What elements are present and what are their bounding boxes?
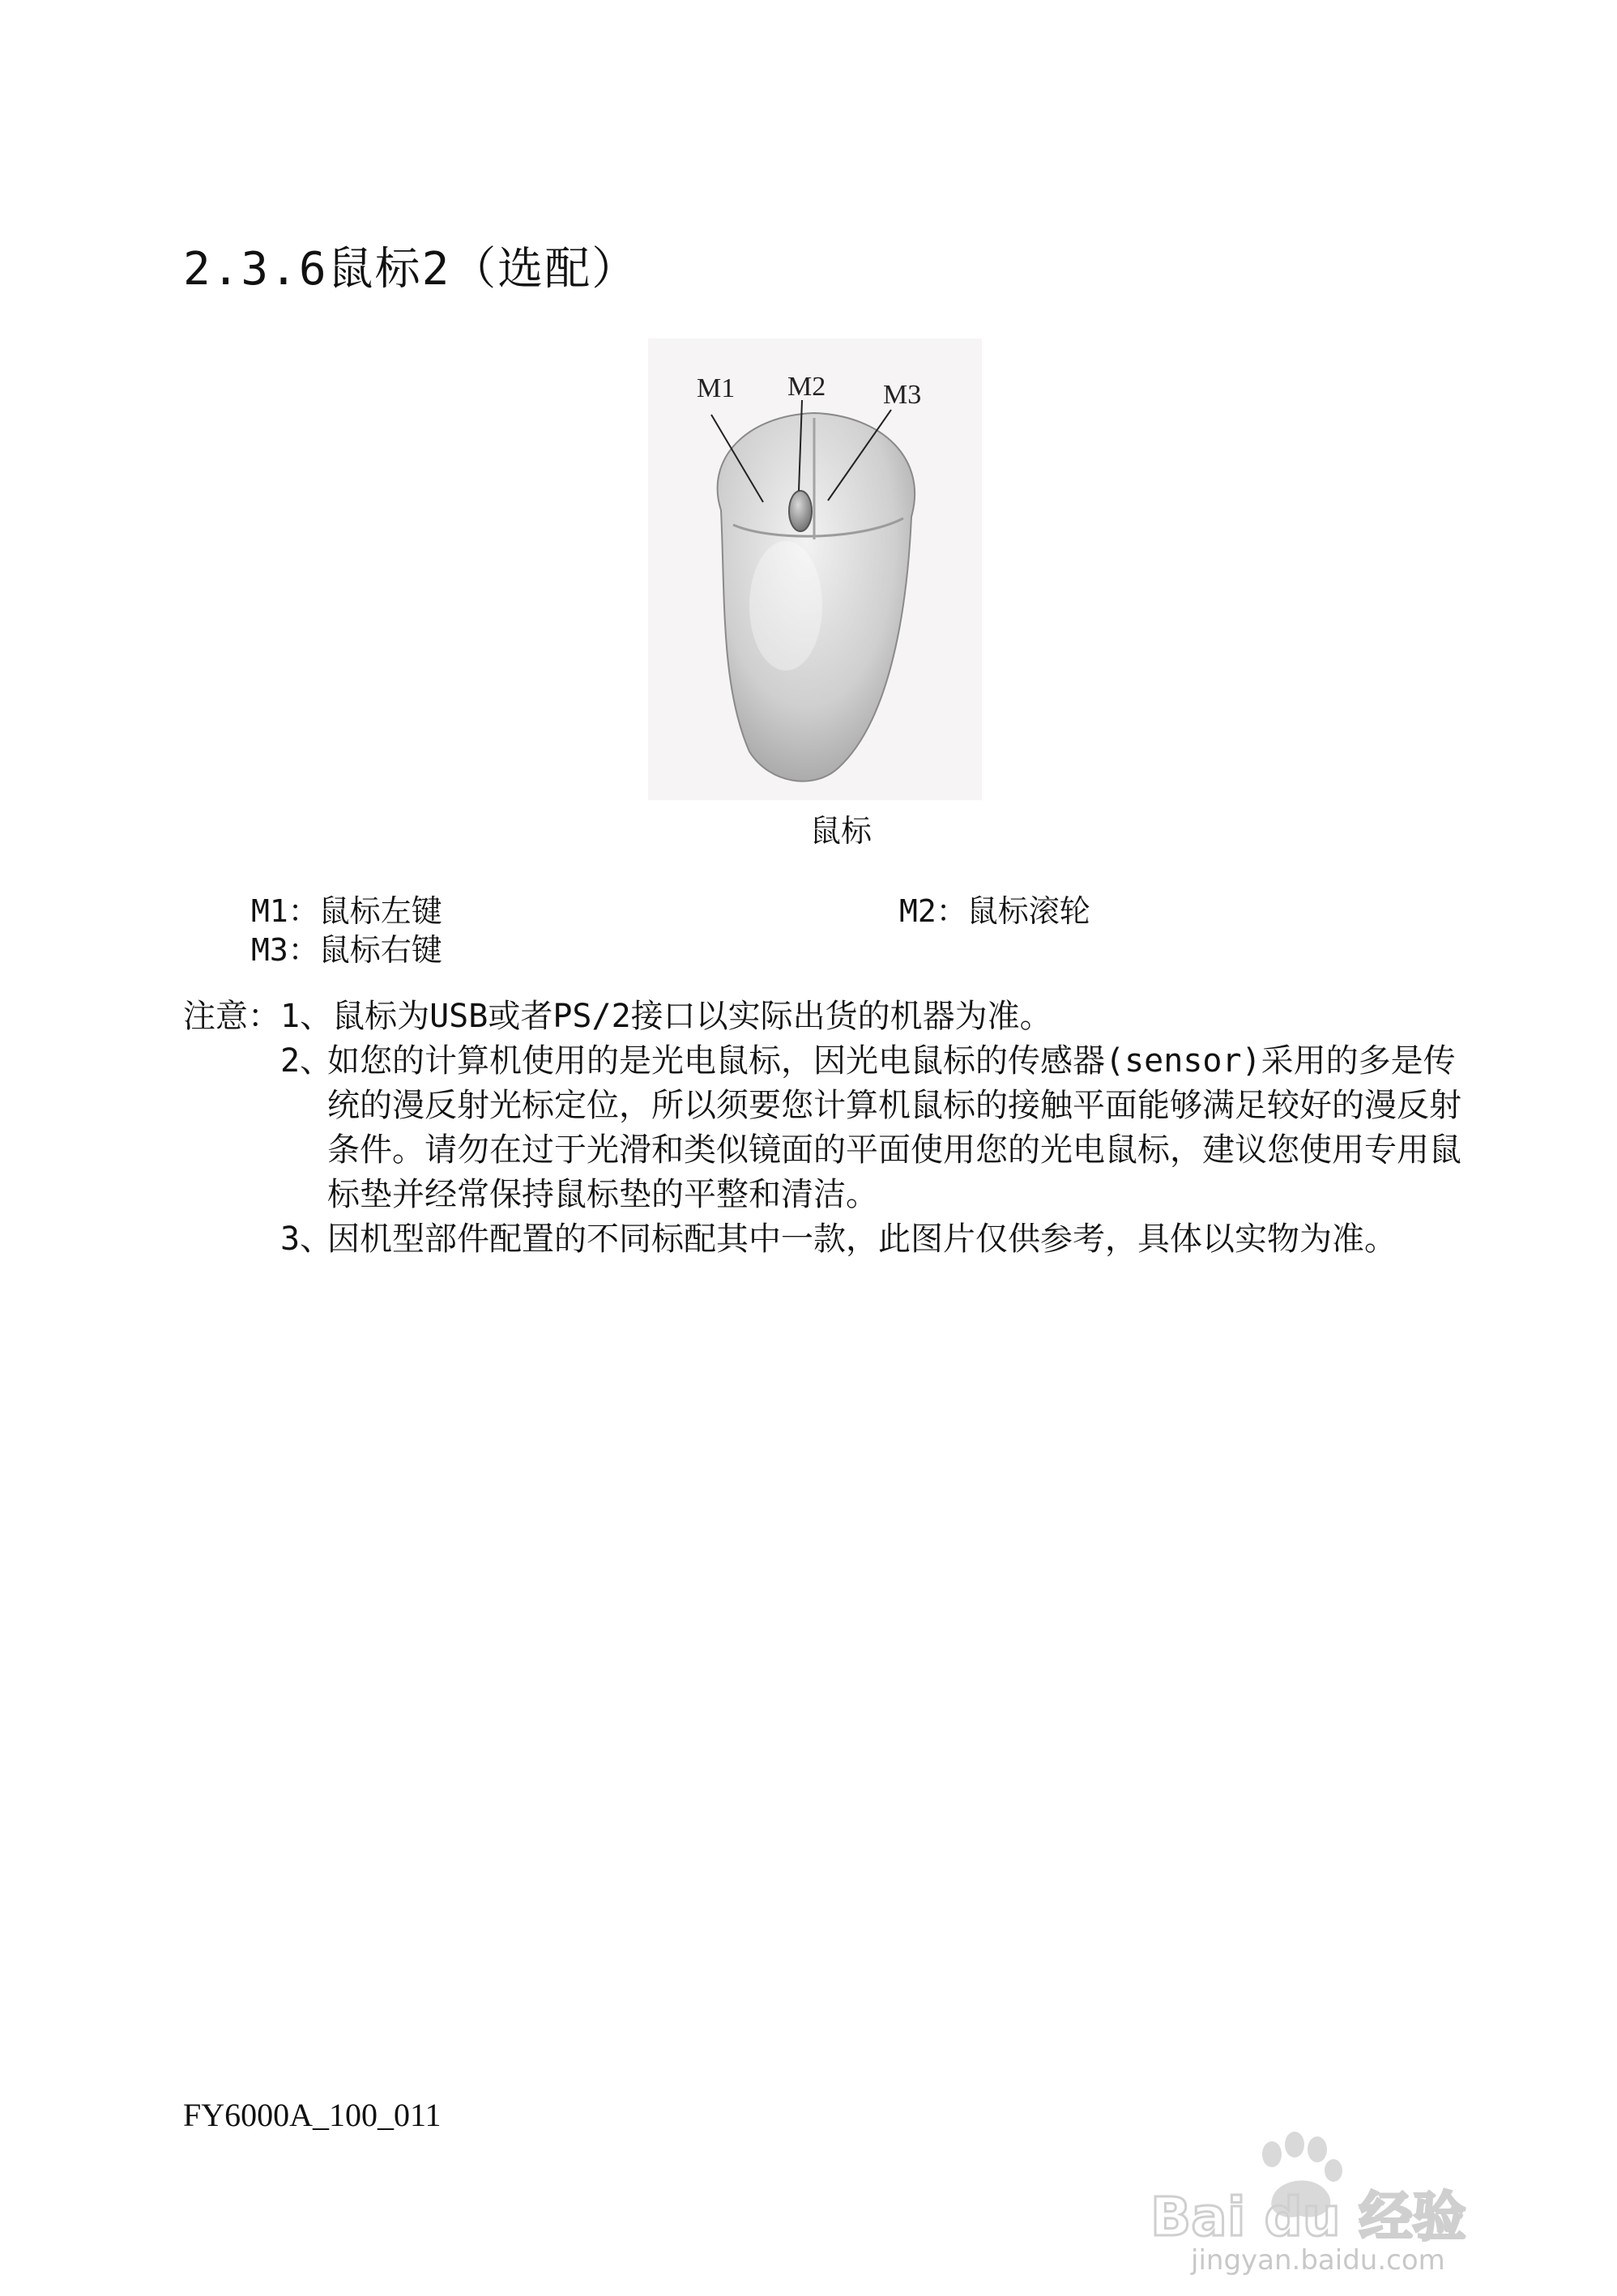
note-item-2 <box>280 1039 1463 1217</box>
figure-caption: 鼠标 <box>810 813 872 849</box>
note-text-2: 如您的计算机使用的是光电鼠标，因光电鼠标的传感器(sensor)采用的多是传统的漫反射光标定位，所以须要您计算机鼠标的接触平面能够满足较好的漫反射条件。请勿在过于光滑和类似镜面的平面使用您的光电鼠标，建议您使用专用鼠标垫并经常保持鼠标垫的平整和清洁。 <box>327 1042 1461 1213</box>
document-footer-code: FY6000A_100_011 <box>183 2097 442 2133</box>
note-number-3: 3、 <box>280 1220 333 1258</box>
section-title: 2.3.6鼠标2（选配） <box>183 243 639 296</box>
note-text-3: 因机型部件配置的不同标配其中一款，此图片仅供参考，具体以实物为准。 <box>327 1220 1397 1258</box>
mouse-figure <box>648 339 982 800</box>
watermark-logo-text: Bai du 经验 <box>1150 2186 1466 2248</box>
legend-m3: M3：鼠标右键 <box>251 932 442 968</box>
notes-lead: 注意： <box>183 998 280 1035</box>
note-item-3 <box>280 1217 1463 1262</box>
notes-block <box>183 995 1463 1262</box>
baidu-jingyan-watermark <box>1142 2122 1531 2276</box>
label-m2: M2 <box>787 372 826 402</box>
note-number-2: 2、 <box>280 1042 333 1080</box>
note-number-1: 1、 <box>280 998 333 1035</box>
note-text-1: 鼠标为USB或者PS/2接口以实际出货的机器为准。 <box>332 998 1052 1035</box>
legend-m2: M2：鼠标滚轮 <box>899 893 1090 929</box>
legend-m1: M1：鼠标左键 <box>251 893 442 929</box>
watermark-url: jingyan.baidu.com <box>1191 2244 1445 2276</box>
note-item-1 <box>183 995 1463 1039</box>
label-m3: M3 <box>883 380 922 410</box>
label-m1: M1 <box>697 373 736 403</box>
scroll-wheel <box>789 491 812 531</box>
